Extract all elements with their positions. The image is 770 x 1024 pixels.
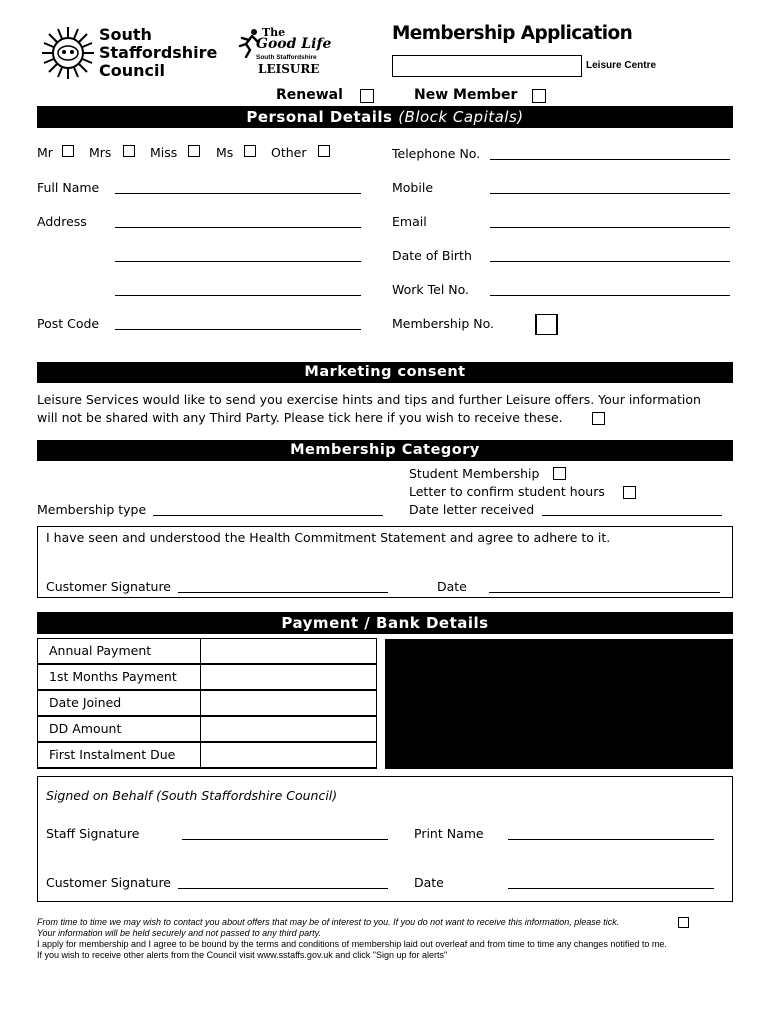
staff-signature-field[interactable] bbox=[182, 839, 388, 840]
membership-no-label: Membership No. bbox=[392, 316, 494, 331]
new-member-checkbox[interactable] bbox=[532, 89, 546, 103]
print-name-field[interactable] bbox=[508, 839, 714, 840]
health-statement-text: I have seen and understood the Health Commitment Statement and agree to adhere to it. bbox=[46, 530, 611, 545]
print-name-label: Print Name bbox=[414, 826, 484, 841]
council-name-line2: Staffordshire bbox=[99, 43, 218, 62]
letter-confirm-label: Letter to confirm student hours bbox=[409, 484, 605, 499]
marketing-text-line1: Leisure Services would like to send you exercise hints and tips and further Leisure offers. Your information bbox=[37, 392, 701, 407]
dob-label: Date of Birth bbox=[392, 248, 472, 263]
payment-row-label: 1st Months Payment bbox=[37, 664, 201, 690]
address-field-2[interactable] bbox=[115, 261, 361, 262]
address-label: Address bbox=[37, 214, 87, 229]
good-life-logo bbox=[236, 24, 332, 78]
email-label: Email bbox=[392, 214, 427, 229]
logo-good-life: Good Life bbox=[256, 36, 332, 52]
page-title: Membership Application bbox=[392, 23, 633, 44]
footer-line1: From time to time we may wish to contact you about offers that may be of interest to you. If you do not want to receive this information, please tick. bbox=[37, 917, 620, 927]
title-ms-label: Ms bbox=[216, 145, 234, 160]
membership-type-field[interactable] bbox=[153, 515, 383, 516]
membership-no-digit[interactable] bbox=[535, 314, 557, 335]
footer-line4: If you wish to receive other alerts from the Council visit www.sstaffs.gov.uk and click "Sign up for alerts" bbox=[37, 950, 448, 960]
leisure-centre-input[interactable] bbox=[392, 55, 582, 77]
membership-type-label: Membership type bbox=[37, 502, 147, 517]
address-field-3[interactable] bbox=[115, 295, 361, 296]
logo-sub: South Staffordshire bbox=[256, 54, 317, 61]
logo-the: The bbox=[262, 26, 286, 39]
full-name-field[interactable] bbox=[115, 193, 361, 194]
telephone-field[interactable] bbox=[490, 159, 730, 160]
renewal-checkbox[interactable] bbox=[360, 89, 374, 103]
title-mrs-label: Mrs bbox=[89, 145, 112, 160]
work-tel-field[interactable] bbox=[490, 295, 730, 296]
personal-details-heading bbox=[37, 106, 733, 128]
title-mrs-checkbox[interactable] bbox=[123, 145, 135, 157]
marketing-text-line2: will not be shared with any Third Party. Please tick here if you wish to receive these. bbox=[37, 410, 563, 425]
council-logo bbox=[40, 25, 96, 81]
letter-confirm-checkbox[interactable] bbox=[623, 486, 636, 499]
address-field-1[interactable] bbox=[115, 227, 361, 228]
title-mr-label: Mr bbox=[37, 145, 53, 160]
leisure-centre-label: Leisure Centre bbox=[586, 60, 657, 71]
footer-opt-out-checkbox[interactable] bbox=[678, 917, 689, 928]
new-member-label: New Member bbox=[414, 87, 518, 103]
title-miss-checkbox[interactable] bbox=[188, 145, 200, 157]
work-tel-label: Work Tel No. bbox=[392, 282, 470, 297]
health-date-field[interactable] bbox=[489, 592, 720, 593]
student-membership-checkbox[interactable] bbox=[553, 467, 566, 480]
membership-no-boxes[interactable] bbox=[536, 314, 686, 335]
membership-category-heading: Membership Category bbox=[37, 440, 733, 461]
title-other-checkbox[interactable] bbox=[318, 145, 330, 157]
post-code-label: Post Code bbox=[37, 316, 100, 331]
footer-line3: I apply for membership and I agree to be bound by the terms and conditions of membership laid out overleaf and from time to time any changes notified to me. bbox=[37, 939, 667, 949]
council-name-line3: Council bbox=[99, 61, 165, 80]
email-field[interactable] bbox=[490, 227, 730, 228]
health-date-label: Date bbox=[437, 579, 467, 594]
title-ms-checkbox[interactable] bbox=[244, 145, 256, 157]
title-other-label: Other bbox=[271, 145, 307, 160]
staff-signature-label: Staff Signature bbox=[46, 826, 140, 841]
telephone-label: Telephone No. bbox=[392, 146, 481, 161]
payment-table-border bbox=[37, 638, 377, 769]
customer-signature-field[interactable] bbox=[178, 592, 388, 593]
customer-signature-label: Customer Signature bbox=[46, 579, 171, 594]
signed-on-behalf-title: Signed on Behalf (South Staffordshire Council) bbox=[46, 788, 338, 803]
payment-row-label: DD Amount bbox=[37, 716, 201, 742]
post-code-field[interactable] bbox=[115, 329, 361, 330]
council-name bbox=[99, 26, 217, 80]
sun-emblem-icon bbox=[40, 25, 96, 81]
marketing-consent-checkbox[interactable] bbox=[592, 412, 605, 425]
personal-heading-note: (Block Capitals) bbox=[398, 108, 524, 126]
payment-row-label: Date Joined bbox=[37, 690, 201, 716]
payment-heading: Payment / Bank Details bbox=[37, 612, 733, 634]
title-miss-label: Miss bbox=[150, 145, 178, 160]
signed-date-field[interactable] bbox=[508, 888, 714, 889]
customer-signature-label-2: Customer Signature bbox=[46, 875, 171, 890]
date-letter-label: Date letter received bbox=[409, 502, 535, 517]
customer-signature-field-2[interactable] bbox=[178, 888, 388, 889]
full-name-label: Full Name bbox=[37, 180, 100, 195]
council-name-line1: South bbox=[99, 25, 152, 44]
personal-heading-text: Personal Details bbox=[246, 108, 393, 126]
payment-row-label: Annual Payment bbox=[37, 638, 201, 664]
signed-date-label: Date bbox=[414, 875, 444, 890]
bank-details-redacted-block bbox=[385, 639, 733, 769]
footer-line2: Your information will be held securely and not passed to any third party. bbox=[37, 928, 321, 938]
date-letter-field[interactable] bbox=[542, 515, 722, 516]
title-mr-checkbox[interactable] bbox=[62, 145, 74, 157]
mobile-label: Mobile bbox=[392, 180, 434, 195]
payment-row-label: First Instalment Due bbox=[37, 742, 201, 768]
student-membership-label: Student Membership bbox=[409, 466, 540, 481]
renewal-label: Renewal bbox=[276, 87, 343, 103]
dob-field[interactable] bbox=[490, 261, 730, 262]
logo-leisure: LEISURE bbox=[258, 62, 320, 76]
marketing-heading: Marketing consent bbox=[37, 362, 733, 383]
mobile-field[interactable] bbox=[490, 193, 730, 194]
